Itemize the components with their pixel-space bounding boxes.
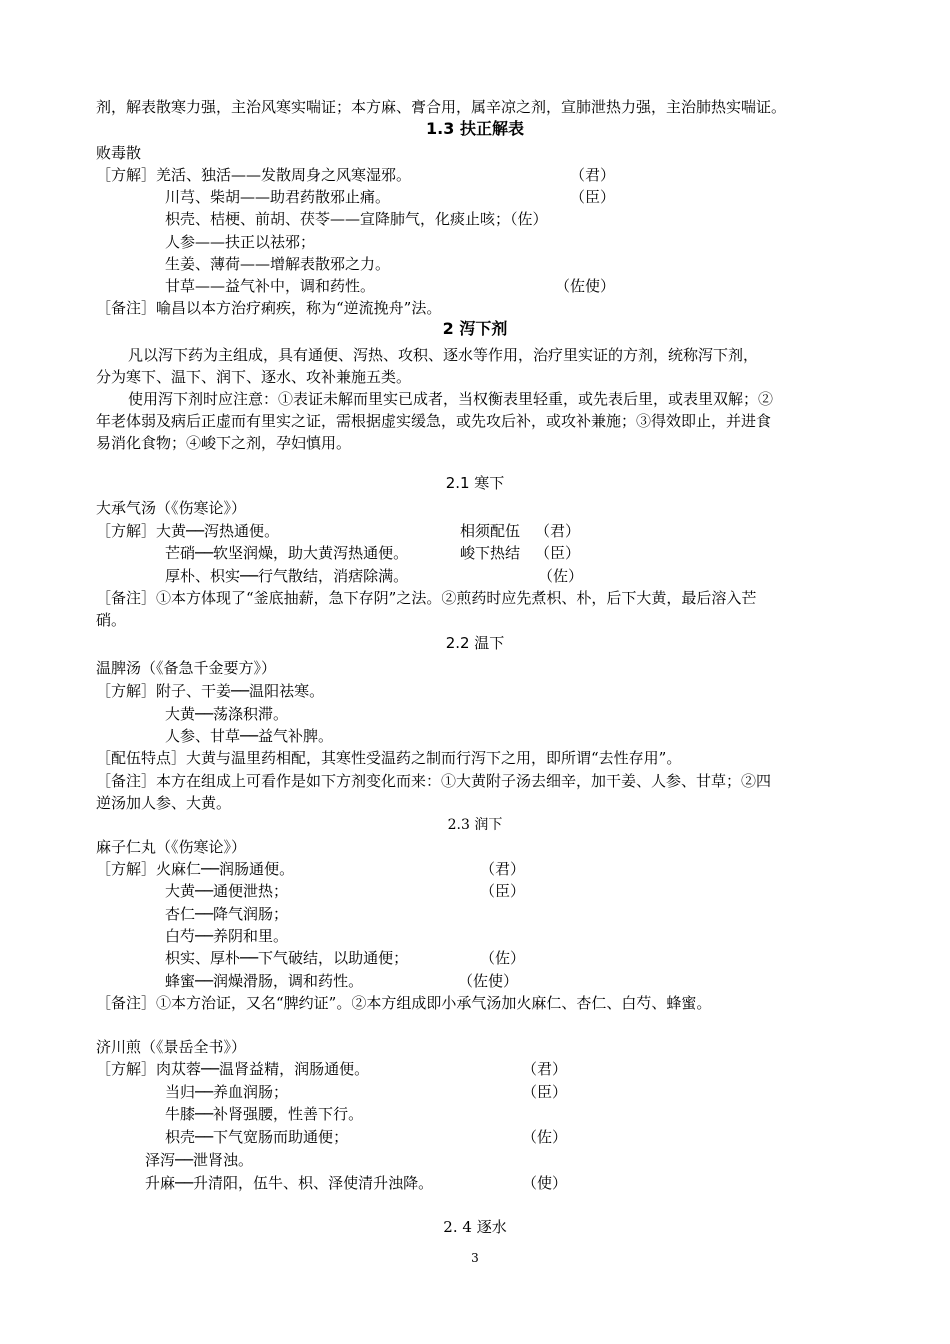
formula-title: 大承气汤（《伤寒论》） bbox=[96, 499, 247, 517]
role-label: （佐） bbox=[538, 567, 584, 585]
subsection-heading: 2.2 温下 bbox=[445, 634, 505, 652]
role-label: （臣） bbox=[480, 882, 526, 900]
formula-line: 牛膝──补肾强腰，性善下行。 bbox=[165, 1105, 364, 1123]
formula-line: 生姜、薄荷——增解表散邪之力。 bbox=[165, 255, 391, 273]
formula-title: 济川煎（《景岳全书》） bbox=[96, 1038, 247, 1056]
role-label: （佐使） bbox=[458, 972, 519, 990]
formula-line: ［方解］肉苁蓉──温肾益精，润肠通便。 bbox=[96, 1060, 370, 1078]
formula-line: 厚朴、枳实──行气散结，消痞除满。 bbox=[165, 567, 409, 585]
paragraph-line: 易消化食物；④峻下之剂，孕妇慎用。 bbox=[96, 434, 352, 452]
role-label: （使） bbox=[522, 1174, 568, 1192]
formula-title: 麻子仁丸（《伤寒论》） bbox=[96, 838, 247, 856]
formula-line: 升麻──升清阳，伍牛、枳、泽使清升浊降。 bbox=[145, 1174, 434, 1192]
note-line: 硝。 bbox=[96, 611, 127, 629]
paragraph-line: 分为寒下、温下、润下、逐水、攻补兼施五类。 bbox=[96, 368, 412, 386]
role-label: （臣） bbox=[535, 544, 581, 562]
paragraph-line: 使用泻下剂时应注意：①表证未解而里实已成者，当权衡表里轻重，或先表后里，或表里双解；② bbox=[128, 390, 774, 408]
role-label: （君） bbox=[522, 1060, 568, 1078]
formula-line: 人参、甘草──益气补脾。 bbox=[165, 727, 334, 745]
role-label: （佐） bbox=[522, 1128, 568, 1146]
role-label: （臣） bbox=[522, 1083, 568, 1101]
formula-line: 枳实、厚朴──下气破结，以助通便； bbox=[165, 949, 409, 967]
formula-line: 泽泻──泄肾浊。 bbox=[145, 1151, 254, 1169]
role-label: （君） bbox=[480, 860, 526, 878]
formula-line: 白芍──养阴和里。 bbox=[165, 927, 289, 945]
note-line: ［备注］①本方治证，又名“脾约证”。②本方组成即小承气汤加火麻仁、杏仁、白芍、蜂蜜。 bbox=[96, 994, 712, 1012]
formula-title: 温脾汤（《备急千金要方》） bbox=[96, 659, 277, 677]
formula-line: 芒硝──软坚润燥，助大黄泻热通便。 bbox=[165, 544, 409, 562]
note-line: 逆汤加人参、大黄。 bbox=[96, 794, 232, 812]
note-line: ［备注］本方在组成上可看作是如下方剂变化而来：①大黄附子汤去细辛，加干姜、人参、甘草；②四 bbox=[96, 772, 772, 790]
formula-line: 大黄──荡涤积滞。 bbox=[165, 705, 289, 723]
page-number: 3 bbox=[471, 1251, 479, 1265]
subsection-heading: 2. 4 逐水 bbox=[443, 1218, 507, 1236]
formula-title: 败毒散 bbox=[96, 144, 142, 162]
subsection-heading: 2.3 润下 bbox=[447, 817, 503, 833]
formula-line: 杏仁──降气润肠； bbox=[165, 905, 289, 923]
formula-line: ［方解］大黄──泻热通便。 bbox=[96, 522, 280, 540]
formula-line: ［方解］附子、干姜──温阳祛寒。 bbox=[96, 682, 325, 700]
role-label: （君） bbox=[535, 522, 581, 540]
note-line: ［配伍特点］大黄与温里药相配，其寒性受温药之制而行泻下之用，即所谓“去性存用”。 bbox=[96, 749, 682, 767]
formula-line: 蜂蜜──润燥滑肠，调和药性。 bbox=[165, 972, 364, 990]
paragraph-line: 剂，解表散寒力强，主治风寒实喘证；本方麻、膏合用，属辛凉之剂，宣肺泄热力强，主治肺热实喘证。 bbox=[96, 98, 787, 116]
note-line: ［备注］喻昌以本方治疗痢疾，称为“逆流挽舟”法。 bbox=[96, 299, 442, 317]
pairing-note: 相须配伍 bbox=[460, 522, 521, 540]
formula-line: 甘草——益气补中，调和药性。 bbox=[165, 277, 376, 295]
formula-line: 枳壳、桔梗、前胡、茯苓——宣降肺气，化痰止咳；（佐） bbox=[165, 210, 548, 228]
role-label: （君） bbox=[570, 166, 616, 184]
role-label: （臣） bbox=[570, 188, 616, 206]
formula-line: 大黄──通便泄热； bbox=[165, 882, 289, 900]
paragraph-line: 凡以泻下药为主组成，具有通便、泻热、攻积、逐水等作用，治疗里实证的方剂，统称泻下剂， bbox=[128, 346, 759, 364]
role-label: （佐） bbox=[480, 949, 526, 967]
formula-line: 当归──养血润肠； bbox=[165, 1083, 289, 1101]
formula-line: 人参——扶正以祛邪； bbox=[165, 233, 316, 251]
role-label: （佐使） bbox=[555, 277, 616, 295]
subsection-heading: 2.1 寒下 bbox=[445, 474, 505, 492]
chapter-heading: 2 泻下剂 bbox=[442, 319, 508, 338]
formula-line: 枳壳──下气宽肠而助通便； bbox=[165, 1128, 349, 1146]
note-line: ［备注］①本方体现了“釜底抽薪，急下存阴”之法。②煎药时应先煮枳、朴，后下大黄，最后溶入芒 bbox=[96, 589, 757, 607]
formula-line: ［方解］火麻仁──润肠通便。 bbox=[96, 860, 295, 878]
formula-line: 川芎、柴胡——助君药散邪止痛。 bbox=[165, 188, 391, 206]
section-heading: 1.3 扶正解表 bbox=[426, 119, 524, 138]
formula-line: ［方解］羌活、独活——发散周身之风寒湿邪。 bbox=[96, 166, 412, 184]
pairing-note: 峻下热结 bbox=[460, 544, 521, 562]
paragraph-line: 年老体弱及病后正虚而有里实之证，需根据虚实缓急，或先攻后补，或攻补兼施；③得效即止，并进食 bbox=[96, 412, 772, 430]
